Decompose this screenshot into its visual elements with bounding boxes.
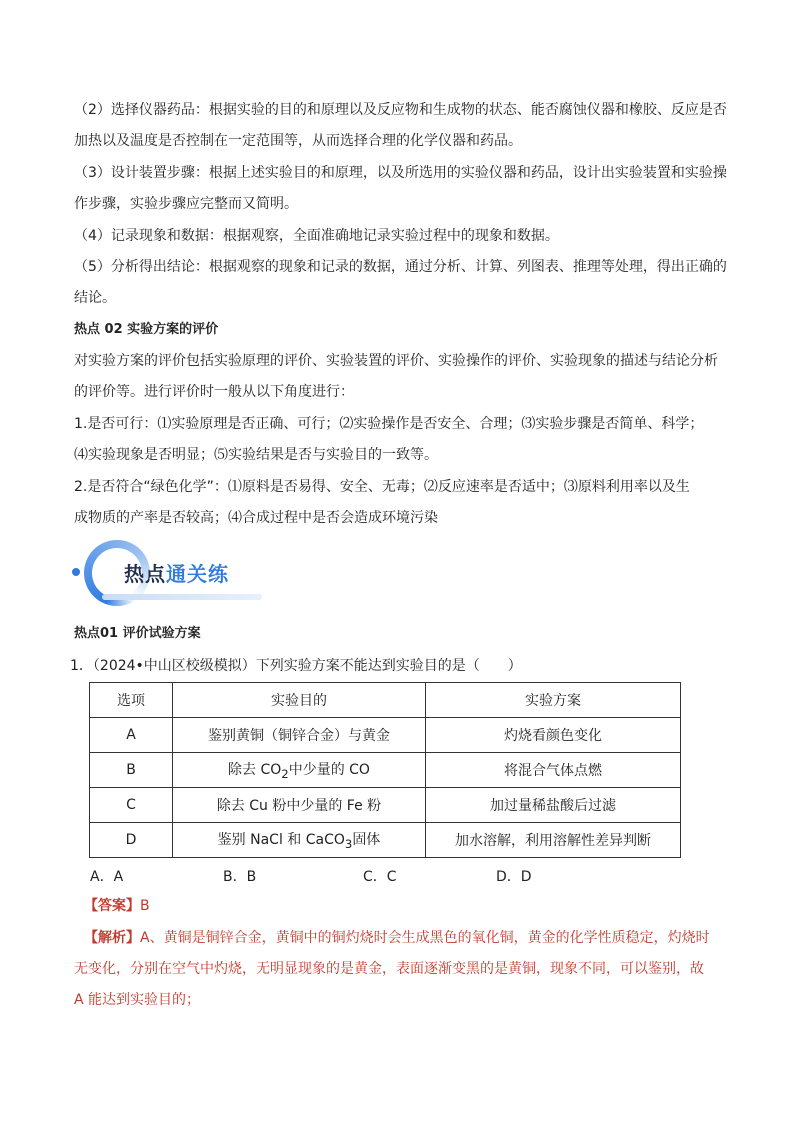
choice-c[interactable]: C．C — [363, 869, 397, 885]
table-cell-option: B — [90, 753, 173, 788]
answer-value: B — [140, 898, 150, 914]
table-header-row — [90, 683, 681, 718]
evaluation-point2-line2: 成物质的产率是否较高；⑷合成过程中是否会造成环境污染 — [74, 510, 438, 526]
banner-underline — [102, 594, 262, 600]
table-cell-plan: 将混合气体点燃 — [426, 753, 681, 788]
table-cell-aim — [173, 753, 426, 788]
paragraph-step3-line1: （3）设计装置步骤：根据上述实验目的和原理，以及所选用的实验仪器和药品，设计出实验装置和实验操 — [74, 165, 727, 181]
answer-line — [84, 896, 150, 916]
table-cell-option: A — [90, 718, 173, 753]
aim-text-post: 固体 — [352, 832, 381, 849]
evaluation-point2-line1: 2.是否符合“绿色化学”：⑴原料是否易得、安全、无毒；⑵反应速率是否适中；⑶原料利用率以及生 — [74, 479, 690, 495]
paragraph-step5-line1: （5）分析得出结论：根据观察的现象和记录的数据，通过分析、计算、列图表、推理等处理，得出正确的 — [74, 259, 727, 275]
table-row — [90, 788, 681, 823]
aim-subscript: 3 — [344, 836, 353, 851]
question-stem: 1．（2024•中山区校级模拟）下列实验方案不能达到实验目的是（ ） — [70, 658, 522, 674]
table-cell-option: C — [90, 788, 173, 823]
analysis-line1 — [84, 928, 710, 948]
analysis-line2: 无变化，分别在空气中灼烧，无明显现象的是黄金，表面逐渐变黑的是黄铜，现象不同，可以鉴别，故 — [74, 961, 704, 977]
table-cell-aim — [173, 788, 426, 823]
table-cell-plan: 灼烧看颜色变化 — [426, 718, 681, 753]
aim-text-post: 中少量的 CO — [288, 762, 370, 779]
paragraph-step5-line2: 结论。 — [74, 290, 116, 306]
table-header-plan: 实验方案 — [426, 683, 681, 718]
banner-title-part1: 热点 — [124, 562, 166, 586]
heading-hotspot-02: 热点 02 实验方案的评价 — [74, 322, 219, 337]
evaluation-point1-line1: 1.是否可行：⑴实验原理是否正确、可行；⑵实验操作是否安全、合理；⑶实验步骤是否简单、科学； — [74, 416, 704, 432]
paragraph-step2-line1: （2）选择仪器药品：根据实验的目的和原理以及反应物和生成物的状态、能否腐蚀仪器和橡胶、反应是否 — [74, 102, 727, 118]
table-row — [90, 718, 681, 753]
table-cell-plan: 加过量稀盐酸后过滤 — [426, 788, 681, 823]
banner-title — [124, 558, 229, 587]
table-cell-aim — [173, 823, 426, 858]
aim-text: 鉴别 NaCl 和 CaCO — [217, 832, 345, 849]
aim-text: 除去 Cu 粉中少量的 Fe 粉 — [216, 798, 382, 814]
heading-hotspot-01: 热点01 评价试验方案 — [74, 626, 201, 641]
analysis-text1: A、黄铜是铜锌合金，黄铜中的铜灼烧时会生成黑色的氧化铜，黄金的化学性质稳定，灼烧时 — [140, 930, 710, 946]
paragraph-step3-line2: 作步骤，实验步骤应完整而又简明。 — [74, 196, 298, 212]
paragraph-step4: （4）记录现象和数据：根据观察，全面准确地记录实验过程中的现象和数据。 — [74, 228, 559, 244]
table-cell-option: D — [90, 823, 173, 858]
analysis-line3: A 能达到实验目的； — [74, 992, 201, 1008]
banner-dot-icon — [72, 568, 80, 576]
evaluation-point1-line2: ⑷实验现象是否明显；⑸实验结果是否与实验目的一致等。 — [74, 447, 438, 463]
banner-title-part2: 通关练 — [166, 562, 229, 586]
table-row — [90, 753, 681, 788]
aim-text: 除去 CO — [228, 762, 282, 779]
choice-d[interactable]: D．D — [496, 869, 532, 885]
analysis-label: 【解析】 — [84, 930, 140, 946]
evaluation-intro-line1: 对实验方案的评价包括实验原理的评价、实验装置的评价、实验操作的评价、实验现象的描述与结论分析 — [74, 353, 718, 369]
table-header-aim: 实验目的 — [173, 683, 426, 718]
choice-b[interactable]: B．B — [223, 869, 257, 885]
table-row — [90, 823, 681, 858]
choice-a[interactable]: A．A — [90, 869, 124, 885]
aim-subscript: 2 — [281, 766, 289, 781]
table-cell-aim — [173, 718, 426, 753]
aim-text: 鉴别黄铜（铜锌合金）与黄金 — [208, 728, 390, 744]
options-table — [89, 682, 681, 858]
answer-label: 【答案】 — [84, 898, 140, 914]
section-banner — [62, 538, 272, 610]
paragraph-step2-line2: 加热以及温度是否控制在一定范围等，从而选择合理的化学仪器和药品。 — [74, 133, 522, 149]
table-cell-plan: 加水溶解，利用溶解性差异判断 — [426, 823, 681, 858]
table-header-option: 选项 — [90, 683, 173, 718]
evaluation-intro-line2: 的评价等。进行评价时一般从以下角度进行： — [74, 384, 354, 400]
